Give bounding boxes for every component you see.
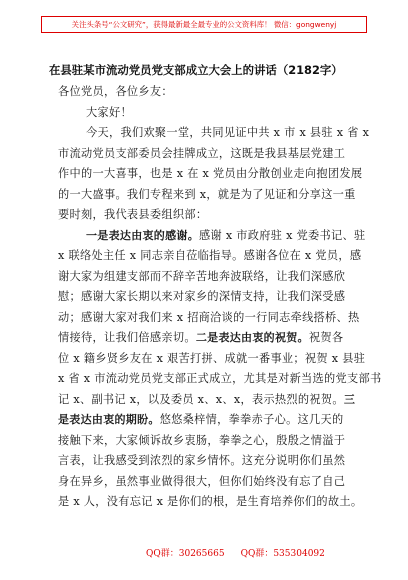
line-text: 各位党员，各位乡友： bbox=[58, 85, 173, 98]
line-text: 是 x 人，没有忘记 x 是你们的根，是生育培养你们的故土。 bbox=[58, 495, 363, 508]
section-heading: 二是表达由衷的祝贺。 bbox=[195, 331, 309, 344]
body-line bbox=[58, 144, 376, 165]
line-text: 身在异乡，虽然事业做得很大，但你们始终没有忘了自己 bbox=[58, 474, 346, 488]
line-text: 祝贺各 bbox=[308, 331, 344, 344]
line-text: 作中的一大喜事，也是 x 在 x 党员由分散创业走向抱团发展 bbox=[58, 167, 363, 180]
body-line bbox=[58, 451, 376, 472]
line-text: x 联络处主任 x 同志亲自莅临指导。感谢各位在 x 党员，感 bbox=[58, 249, 362, 262]
section-heading: 一是表达由衷的感谢。 bbox=[86, 228, 199, 242]
line-text: 接触下来，大家倾诉故乡衷肠，拳拳之心，殷殷之情溢于 bbox=[58, 433, 346, 447]
body-line bbox=[58, 472, 376, 493]
line-text: 要时刻，我代表县委组织部： bbox=[58, 208, 208, 221]
body-line bbox=[58, 267, 376, 288]
body-line bbox=[58, 492, 376, 513]
line-text: 大家好！ bbox=[86, 105, 132, 119]
line-text: 今天，我们欢聚一堂，共同见证中共 x 市 x 县驻 x 省 x bbox=[86, 126, 370, 139]
section-heading: 三 bbox=[343, 392, 356, 406]
line-text: 市流动党员支部委员会挂牌成立，这既是我县基层党建工 bbox=[58, 146, 346, 160]
document-body bbox=[58, 82, 382, 513]
body-line bbox=[58, 287, 376, 308]
line-text: 的一大盛事。我们专程来到 x，就是为了见证和分享这一重 bbox=[58, 187, 356, 201]
line-text: 感谢 x 市政府驻 x 党委书记、驻 bbox=[199, 228, 366, 242]
line-text: x 省 x 市流动党员党支部正式成立，尤其是对新当选的党支部书 bbox=[58, 372, 382, 385]
body-line bbox=[58, 328, 376, 349]
body-line bbox=[58, 123, 376, 144]
body-line bbox=[58, 410, 376, 431]
body-line bbox=[58, 205, 376, 226]
qq-group-1: QQ群：30265665 bbox=[146, 549, 225, 559]
body-line bbox=[58, 226, 376, 247]
body-line bbox=[58, 164, 376, 185]
document-title: 在县驻某市流动党员党支部成立大会上的讲话（2182字） bbox=[49, 63, 343, 77]
body-line bbox=[58, 246, 376, 267]
line-text: 情接待，让我们倍感亲切。 bbox=[58, 331, 196, 344]
body-line bbox=[58, 369, 382, 390]
greeting-line bbox=[58, 103, 376, 124]
body-line bbox=[58, 308, 376, 329]
body-line bbox=[58, 431, 376, 452]
body-line bbox=[58, 349, 376, 370]
line-text: 记 x、副书记 x，以及委员 x、x、x，表示热烈的祝贺。 bbox=[58, 392, 344, 406]
line-text: 慰；感谢大家长期以来对家乡的深情支持，让我们深受感 bbox=[58, 290, 346, 303]
qq-group-2: QQ群：535304092 bbox=[240, 549, 325, 559]
footer-qq-groups bbox=[146, 546, 326, 559]
salutation-line bbox=[58, 82, 376, 103]
line-text: 言表，让我感受到浓烈的家乡情怀。这充分说明你们虽然 bbox=[58, 454, 346, 467]
body-line bbox=[58, 185, 376, 206]
line-text: 悠悠桑梓情，拳拳赤子心。这几天的 bbox=[159, 413, 344, 426]
line-text: 谢大家为组建支部而不辞辛苦地奔波联络，让我们深感欣 bbox=[58, 269, 346, 283]
promo-banner: 关注头条号“公文研究”，获得最新最全最专业的公文资料库！ 微信：gongwenyj bbox=[41, 16, 367, 33]
body-line bbox=[58, 390, 376, 411]
section-heading: 是表达由衷的期盼。 bbox=[58, 413, 160, 426]
line-text: 位 x 籍乡贤乡友在 x 艰苦打拼、成就一番事业；祝贺 x 县驻 bbox=[58, 351, 366, 365]
line-text: 动；感谢大家对我们来 x 招商洽谈的一行同志牵线搭桥、热 bbox=[58, 310, 360, 324]
